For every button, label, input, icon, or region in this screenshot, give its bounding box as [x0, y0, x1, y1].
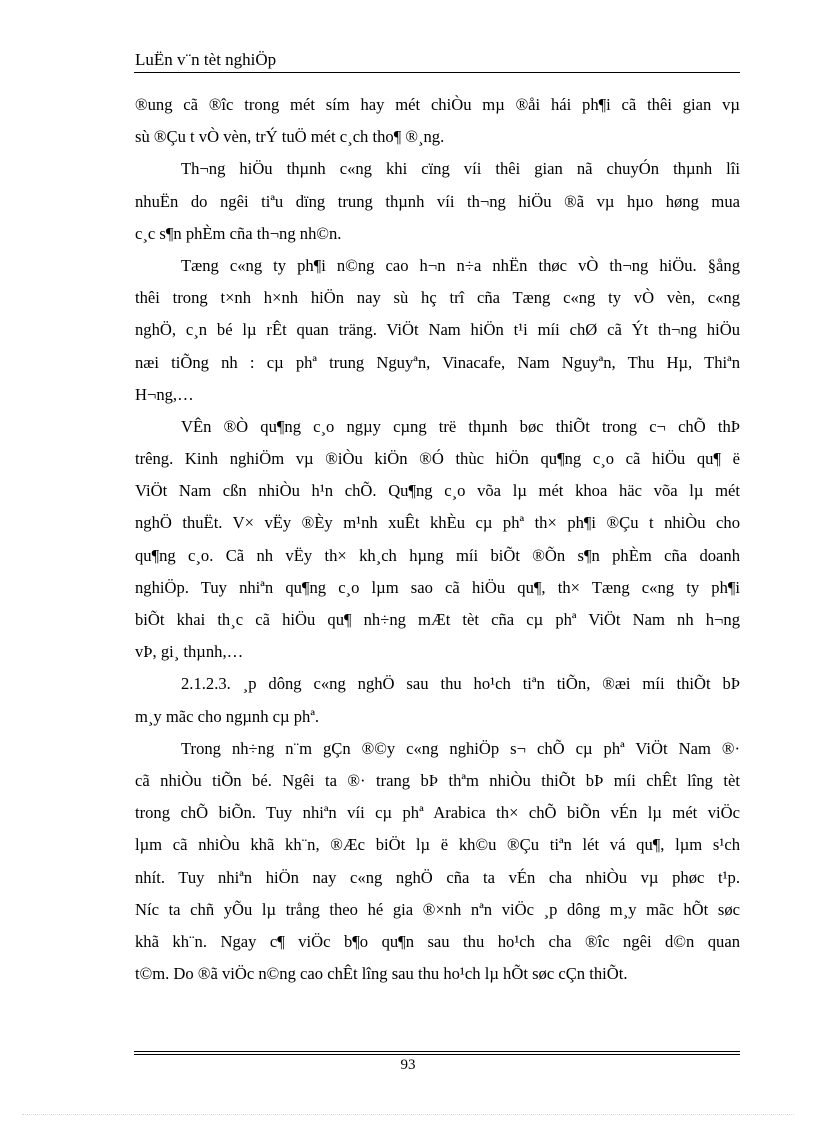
- text-line: nhít. Tuy nhiªn hiÖn nay c«ng nghÖ cña ta vÉn cha nhiÒu vµ phøc t¹p.: [135, 867, 740, 887]
- text-line: næi tiÕng nh : cµ phª trung Nguyªn, Vinacafe, Nam Nguyªn, Thu Hµ, Thiªn: [135, 352, 740, 372]
- footer-rule-bottom: [134, 1054, 740, 1055]
- text-line: nghÖ thuËt. V× vËy ®Èy m¹nh xuÊt khÈu cµ phª th× ph¶i ®Çu t nhiÒu cho: [135, 513, 740, 533]
- text-line: nghÖ, c¸n bé lµ rÊt quan träng. ViÖt Nam hiÖn t¹i míi chØ cã Ýt th¬ng hiÖu: [135, 320, 740, 340]
- text-line: Th¬ng hiÖu thµnh c«ng khi cïng víi thêi gian nã chuyÓn thµnh lîi: [181, 159, 740, 179]
- text-line: Trong nh÷ng n¨m gÇn ®©y c«ng nghiÖp s¬ chÕ cµ phª ViÖt Nam ®·: [181, 738, 740, 758]
- header-title: LuËn v¨n tèt nghiÖp: [135, 50, 277, 69]
- text-line: nghiÖp. Tuy nhiªn qu¶ng c¸o lµm sao cã hiÖu qu¶, th× Tæng c«ng ty ph¶i: [135, 577, 740, 597]
- text-line: sù ®Çu t vÒ vèn, trÝ tuÖ mét c¸ch tho¶ ®¸ng.: [135, 127, 445, 147]
- text-line: m¸y mãc cho ngµnh cµ phª.: [135, 706, 320, 726]
- text-line: t©m. Do ®ã viÖc n©ng cao chÊt lîng sau thu ho¹ch lµ hÕt søc cÇn thiÕt.: [135, 964, 628, 984]
- footer-rule-top: [134, 1051, 740, 1052]
- text-line: H¬ng,…: [135, 384, 194, 404]
- text-line: c¸c s¶n phÈm cña th¬ng nh©n.: [135, 223, 342, 243]
- text-line: vÞ, gi¸ thµnh,…: [135, 642, 244, 662]
- text-line: ViÖt Nam cßn nhiÒu h¹n chÕ. Qu¶ng c¸o võa lµ mét khoa häc võa lµ mét: [135, 481, 740, 501]
- text-line: qu¶ng c¸o. Cã nh vËy th× kh¸ch hµng míi biÕt ®Õn s¶n phÈm cña doanh: [135, 545, 740, 565]
- text-line: Níc ta chñ yÕu lµ trång theo hé gia ®×nh nªn viÖc ¸p dông m¸y mãc hÕt søc: [135, 899, 740, 919]
- text-line: nhuËn do ngêi tiªu dïng trung thµnh víi th¬ng hiÖu ®ã vµ hµo høng mua: [135, 191, 740, 211]
- text-line: Tæng c«ng ty ph¶i n©ng cao h¬n n÷a nhËn thøc vÒ th¬ng hiÖu. §ång: [181, 255, 740, 275]
- page-edge-dots: [22, 1114, 794, 1115]
- text-line: ®ung cã ®îc trong mét sím hay mét chiÒu mµ ®åi hái ph¶i cã thêi gian vµ: [135, 95, 740, 114]
- header-rule: [134, 72, 740, 73]
- text-line: biÕt khai th¸c cã hiÖu qu¶ nh÷ng mÆt tèt cña cµ phª ViÖt Nam nh h¬ng: [135, 610, 740, 629]
- body-text: [135, 89, 740, 990]
- text-line: thêi trong t×nh h×nh hiÖn nay sù hç trî cña Tæng c«ng ty vÒ vèn, c«ng: [135, 288, 740, 308]
- text-line: khã kh¨n. Ngay c¶ viÖc b¶o qu¶n sau thu ho¹ch cha ®îc ngêi d©n quan: [135, 931, 740, 951]
- text-line: cã nhiÒu tiÕn bé. Ngêi ta ®· trang bÞ thªm nhiÒu thiÕt bÞ míi chÊt lîng tèt: [135, 770, 740, 790]
- page-number: 93: [400, 1057, 416, 1073]
- text-line: VÊn ®Ò qu¶ng c¸o ngµy cµng trë thµnh bøc thiÕt trong c¬ chÕ thÞ: [181, 416, 740, 436]
- text-line: 2.1.2.3. ¸p dông c«ng nghÖ sau thu ho¹ch tiªn tiÕn, ®æi míi thiÕt bÞ: [181, 674, 740, 694]
- text-line: lµm cã nhiÒu khã kh¨n, ®Æc biÖt lµ ë kh©u ®Çu tiªn lét vá qu¶, lµm s¹ch: [135, 835, 740, 855]
- text-line: trong chÕ biÕn. Tuy nhiªn víi cµ phª Arabica th× chÕ biÕn vÉn lµ mét viÖc: [135, 803, 740, 823]
- text-line: trêng. Kinh nghiÖm vµ ®iÒu kiÖn ®Ó thùc hiÖn qu¶ng c¸o cã hiÖu qu¶ ë: [135, 449, 740, 469]
